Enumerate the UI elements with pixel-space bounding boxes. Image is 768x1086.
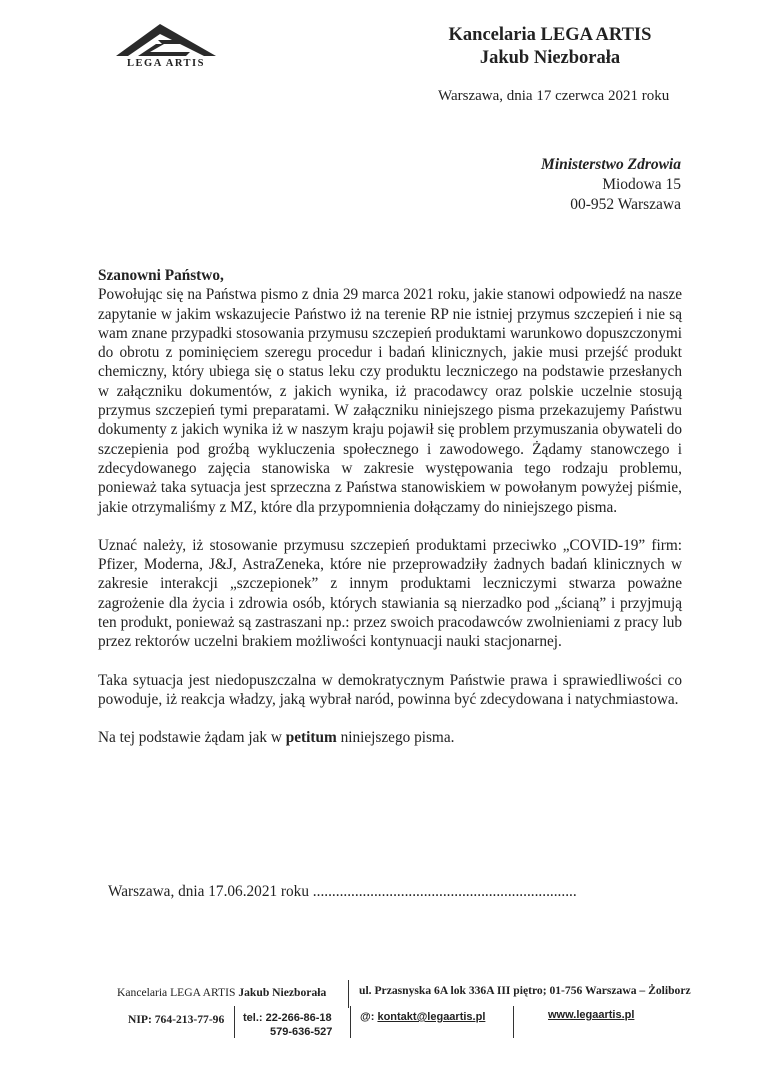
petitum-term: petitum	[285, 729, 337, 747]
footer-firm-name: Jakub Niezborała	[238, 986, 327, 999]
footer-phone-2: 579-636-527	[270, 1026, 333, 1038]
closing-prefix: Na tej podstawie żądam jak w	[98, 729, 286, 747]
website-link[interactable]: www.legaartis.pl	[548, 1009, 635, 1021]
letter-body	[98, 266, 682, 748]
recipient-street: Miodowa 15	[602, 176, 681, 193]
email-prefix: @:	[360, 1011, 378, 1023]
footer-divider	[234, 1006, 235, 1038]
footer-address: ul. Przasnyska 6A lok 336A III piętro; 01-756 Warszawa – Żoliborz	[359, 984, 691, 997]
footer-firm	[117, 986, 326, 999]
footer-nip: NIP: 764-213-77-96	[128, 1013, 225, 1026]
recipient-name: Ministerstwo Zdrowia	[541, 156, 681, 173]
closing-paragraph	[98, 728, 682, 747]
recipient-address	[541, 155, 681, 215]
closing-suffix: niniejszego pisma.	[336, 729, 455, 747]
lega-artis-triangle-logo-icon	[98, 22, 234, 60]
company-logo	[98, 22, 234, 72]
paragraph-3: Taka sytuacja jest niedopuszczalna w demokratycznym Państwie prawa i sprawiedliwości co powoduje, iż reakcja władzy, jaką wybrał naród, powinna być zdecydowana i natychmiastowa.	[98, 671, 682, 708]
lawyer-name: Jakub Niezborała	[479, 48, 621, 68]
paragraph-2: Uznać należy, iż stosowanie przymusu szczepień produktami przeciwko „COVID-19” firm: Pfizer, Moderna, J&J, AstraZeneka, które nie przeprowadziły żadnych badań klinicznych w zakresie interakcji „szczepionek” z innym produktami leczniczymi stwarza poważne zagrożenie dla życia i zdrowia osób, których stawiania są nierzadko pod „ścianą” i przyjmują ten produkt, ponieważ są zastraszani np.: przez swoich pracodawców zwolnieniami z pracy lub przez rektorów uczelni brakiem możliwości kontynuacji nauki stacjonarnej.	[98, 536, 682, 651]
logo-text: LEGA ARTIS	[127, 58, 205, 69]
footer-divider	[348, 980, 349, 1008]
firm-name: Kancelaria LEGA ARTIS	[448, 25, 652, 45]
signature-line: Warszawa, dnia 17.06.2021 roku .....................................................................	[108, 883, 577, 900]
letter-date: Warszawa, dnia 17 czerwca 2021 roku	[438, 88, 670, 104]
greeting: Szanowni Państwo,	[98, 267, 224, 284]
footer-firm-prefix: Kancelaria LEGA ARTIS	[117, 986, 239, 999]
footer-divider	[350, 1006, 351, 1038]
letterhead	[400, 24, 700, 70]
footer-divider	[513, 1006, 514, 1038]
email-link[interactable]: kontakt@legaartis.pl	[377, 1011, 486, 1023]
footer-phone: tel.: 22-266-86-18	[243, 1012, 332, 1024]
recipient-city: 00-952 Warszawa	[570, 196, 681, 213]
paragraph-1: Powołując się na Państwa pismo z dnia 29 marca 2021 roku, jakie stanowi odpowiedź na nasze zapytanie w jakim wskazujecie Państwo iż na terenie RP nie istniej przymus szczepień i nie są wam znane przypadki stosowania przymusu szczepień produktami warunkowo dopuszczonymi do obrotu z pominięciem szeregu procedur i badań klinicznych, jakie musi przejść produkt chemiczny, który ubiega się o status leku czy produktu leczniczego na podstawie przesłanych w załączniku dokumentów, z jakich wynika, iż pracodawcy oraz polskie uczelnie stosują przymus szczepień tymi preparatami. W załączniku niniejszego pisma przekazujemy Państwu dokumenty z jakich wynika iż w naszym kraju pojawił się problem przymuszania obywateli do szczepienia pod groźbą wykluczenia społecznego i zawodowego. Żądamy stanowczego i zdecydowanego zajęcia stanowiska w zakresie występowania tego rodzaju problemu, ponieważ taka sytuacja jest sprzeczna z Państwa stanowiskiem w powołanym powyżej piśmie, jakie otrzymaliśmy z MZ, które dla przypomnienia dołączamy do niniejszego pisma.	[98, 286, 682, 516]
footer-email	[360, 1011, 485, 1023]
